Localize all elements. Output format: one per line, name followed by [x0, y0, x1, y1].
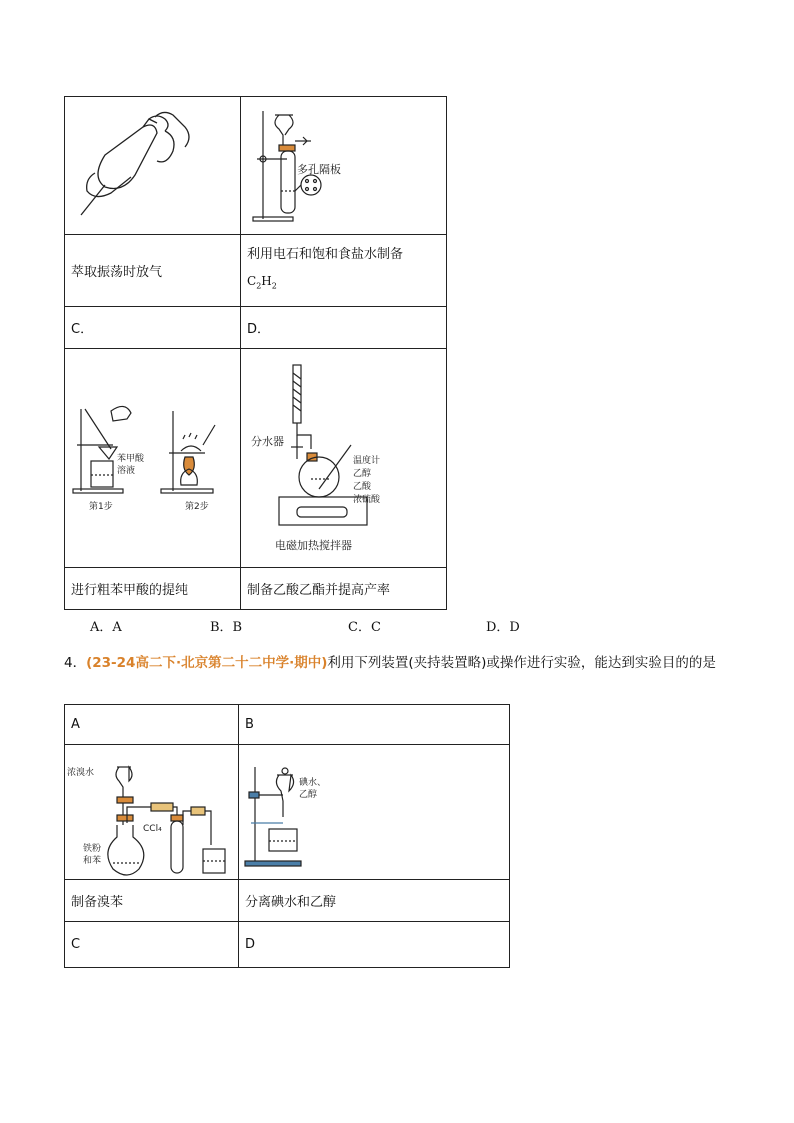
footer-d: D — [239, 922, 510, 968]
separatory-funnel-hand-figure — [65, 97, 241, 234]
question-text: 利用下列装置(夹持装置略)或操作进行实验，能达到实验目的的是 — [327, 655, 716, 671]
caption-separation: 分离碘水和乙醇 — [239, 880, 510, 922]
acetylene-formula: $C_2H_2$ — [247, 273, 277, 291]
option-d[interactable]: D．D — [486, 620, 520, 635]
header-b: B — [239, 705, 510, 745]
figure-benzoic-acid-purification — [65, 349, 241, 568]
perforated-plate-label: 多孔隔板 — [297, 163, 341, 176]
bromine-water-label: 浓溴水 — [67, 768, 95, 778]
figure-extraction-venting — [65, 97, 241, 235]
ethanol-label-b: 乙醇 — [299, 790, 318, 800]
figure-bromobenzene — [65, 745, 239, 880]
stirrer-label: 电磁加热搅拌器 — [275, 539, 352, 552]
esterification-apparatus-figure — [241, 349, 447, 567]
ccl4-label: CCl₄ — [143, 824, 162, 834]
caption-b — [241, 235, 447, 307]
ethanol-label: 乙醇 — [353, 469, 372, 479]
figure-ethyl-acetate-synthesis — [241, 349, 447, 568]
step2-label: 第2步 — [185, 502, 209, 512]
thermometer-label: 温度计 — [353, 456, 381, 466]
figure-acetylene-apparatus — [241, 97, 447, 235]
label-d: D． — [241, 307, 447, 349]
option-a[interactable]: A．A — [90, 620, 122, 635]
caption-b-line1: 利用电石和饱和食盐水制备 — [247, 246, 404, 262]
caption-d: 制备乙酸乙酯并提高产率 — [241, 568, 447, 610]
footer-c: C — [65, 922, 239, 968]
question-source: (23-24高二下·北京第二十二中学·期中) — [86, 655, 328, 671]
caption-bromobenzene: 制备溴苯 — [65, 880, 239, 922]
separatory-funnel-figure — [239, 745, 510, 879]
option-b[interactable]: B．B — [210, 620, 243, 635]
kipp-like-apparatus-figure — [241, 97, 447, 234]
iron-powder-label: 铁粉 — [83, 844, 102, 854]
sulfuric-acid-label: 浓硫酸 — [353, 495, 381, 505]
step1-label: 第1步 — [89, 502, 113, 512]
question-4 — [64, 648, 734, 678]
solution-label-2: 溶液 — [117, 466, 136, 476]
option-c[interactable]: C．C — [348, 620, 381, 635]
benzene-label: 和苯 — [83, 856, 102, 866]
caption-c: 进行粗苯甲酸的提纯 — [65, 568, 241, 610]
solution-label-1: 苯甲酸 — [117, 454, 145, 464]
bromobenzene-apparatus-figure — [65, 745, 239, 879]
header-a: A — [65, 705, 239, 745]
experiment-table-2 — [64, 704, 510, 968]
iodine-water-label: 碘水、 — [299, 778, 327, 788]
label-c: C． — [65, 307, 241, 349]
figure-separation — [239, 745, 510, 880]
acetic-acid-label: 乙酸 — [353, 482, 372, 492]
recrystallization-figure — [65, 349, 241, 567]
separator-label: 分水器 — [251, 435, 284, 448]
question-number: 4． — [64, 655, 87, 671]
caption-a: 萃取振荡时放气 — [65, 235, 241, 307]
experiment-table-1 — [64, 96, 447, 610]
